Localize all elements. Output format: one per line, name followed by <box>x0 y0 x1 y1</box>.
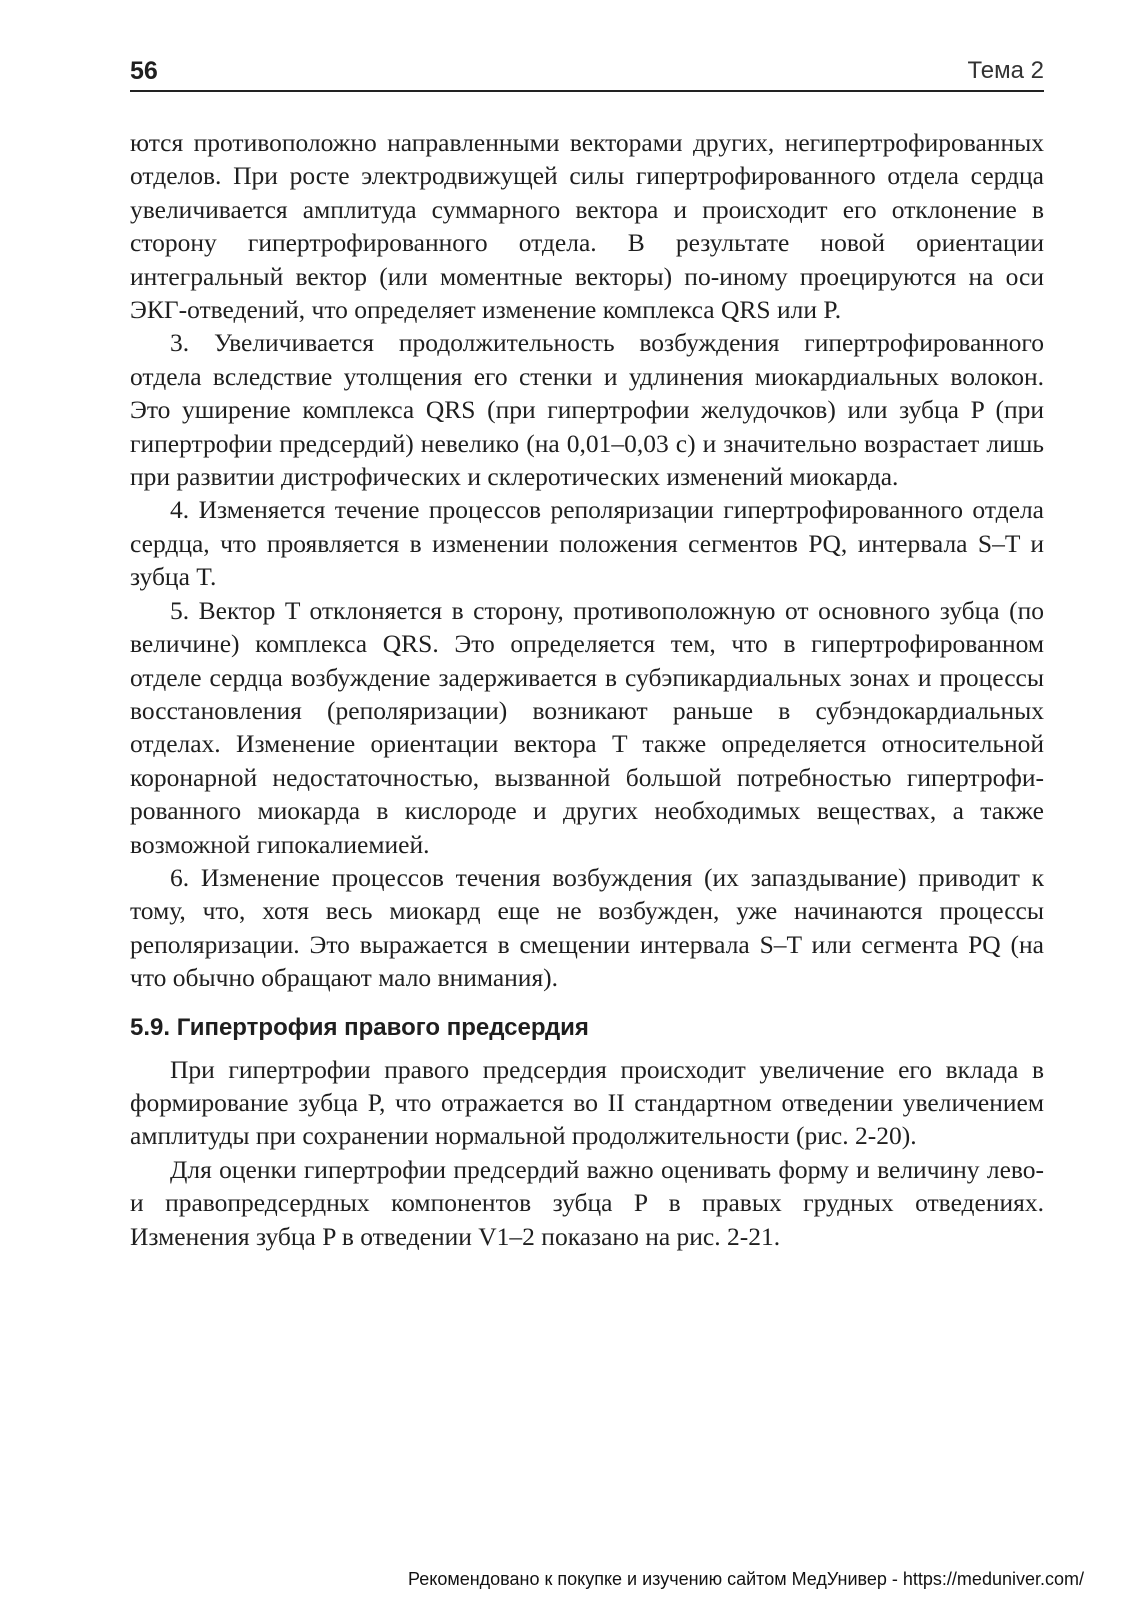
section-heading: 5.9. Гипертрофия правого предсердия <box>130 1013 589 1041</box>
page-header <box>130 56 1044 92</box>
paragraph-item-5: 5. Вектор T отклоняется в сторону, противоположную от основного зубца (по величине) комплекса QRS. Это определяется тем, что в гипертрофированном отделе сердца возбуждение задерживается в субэпикардиальных зонах и процессы восстановления (реполяризации) возникают раньше в субэндокардиальных отделах. Изменение ориентации вектора T также определяется относительной коронарной недостаточностью, вызванной большой потребностью гипертрофированного миокарда в кислороде и других необходимых веществах, а также возможной гипокалиемией. <box>130 595 1044 859</box>
paragraph-section-1: При гипертрофии правого предсердия происходит увеличение его вклада в формирование зубца P, что отражается во II стандартном отведении увеличением амплитуды при сохранении нормальной продолжительности (рис. 2-20). <box>130 1054 1044 1151</box>
paragraph-section-2: Для оценки гипертрофии предсердий важно оценивать форму и величину лево- и правопредсердных компонентов зубца P в правых грудных отведениях. Изменения зубца P в отведении V1–2 показано на рис. 2-21. <box>130 1154 1044 1251</box>
paragraph-item-6: 6. Изменение процессов течения возбуждения (их запаздывание) приводит к тому, что, хотя весь миокард еще не возбужден, уже начинаются процессы реполяризации. Это выражается в смещении интервала S–T или сегмента PQ (на что обычно обращают мало внимания). <box>130 862 1044 993</box>
paragraph-item-4: 4. Изменяется течение процессов реполяризации гипертрофированного отдела сердца, что проявляется в изменении положения сегментов PQ, интервала S–T и зубца T. <box>130 495 1044 592</box>
page-body <box>130 126 1044 1253</box>
chapter-title: Тема 2 <box>967 57 1044 84</box>
paragraph-item-3: 3. Увеличивается продолжительность возбуждения гипертрофированного отдела вследствие утолщения его стенки и удлинения миокардиальных волокон. Это уширение комплекса QRS (при гипертрофии желудочков) или зубца P (при гипертрофии предсердий) невелико (на 0,01–0,03 с) и значительно возрастает лишь при развитии дистрофических и склеротических изменений миокарда. <box>130 328 1044 492</box>
page-number: 56 <box>130 57 158 85</box>
paragraph-1: ются противоположно направленными векторами других, негипертрофированных отделов. При росте электродвижущей силы гипертрофированного отдела сердца увеличивается амплитуда суммарного вектора и происходит его отклонение в сторону гипертрофированного отдела. В результате новой ориентации интегральный вектор (или моментные векторы) по-иному проецируются на оси ЭКГ-отведений, что определяет изменение комплекса QRS или P. <box>130 128 1044 325</box>
footer-recommendation: Рекомендовано к покупке и изучению сайтом МедУнивер - https://meduniver.com/ <box>408 1569 1084 1589</box>
